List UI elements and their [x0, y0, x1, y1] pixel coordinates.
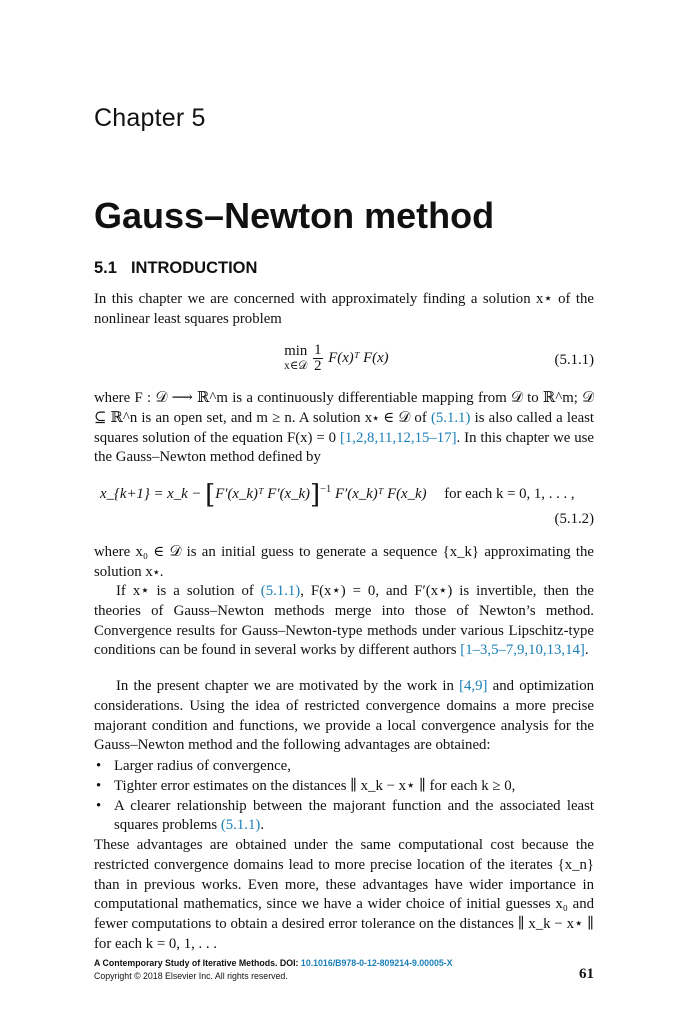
citation-link[interactable]: [4,9] [459, 678, 488, 694]
left-bracket: [ [205, 479, 216, 510]
gradient-term: F′(x_k)ᵀ F(x_k) [335, 485, 427, 502]
list-item [94, 757, 594, 777]
fraction-denominator: 2 [314, 358, 322, 374]
iteration-condition: for each k = 0, 1, . . . , [444, 485, 575, 502]
equation-link[interactable]: (5.1.1) [260, 583, 301, 599]
bullet-text: Tighter error estimates on the distances ∥ x_k − x⋆ ∥ for each k ≥ 0, [114, 777, 516, 794]
right-bracket: ] [309, 479, 321, 510]
footer-copyright: Copyright © 2018 Elsevier Inc. All rights reserved. [94, 971, 288, 981]
paragraph-solution-text-2: , F(x⋆) = 0, and F′(x⋆) is invertible, then the theories of Gauss–Newton methods merge into those of Newton’s method. Convergence results for Gauss–Newton-type methods under various Lipschitz-type conditions can be found in several works by different authors [94, 583, 594, 659]
min-text: min [284, 342, 308, 359]
paragraph-solution: If x⋆ is a solution of (5.1.1), F(x⋆) = 0, and F′(x⋆) is invertible, then the theories of Gauss–Newton methods merge into those of Newton’s method. Convergence results for Gauss–Newton-type methods under various Lipschitz-type conditions can be found in several works by different authors [1–3,5–7,9,10,13,14]. [94, 583, 594, 659]
min-subscript: x∈𝒟 [284, 359, 308, 372]
paragraph-solution-text-1: If x⋆ is a solution of [116, 583, 254, 599]
paragraph-definitions-text-1: where F : 𝒟 ⟶ ℝ^m is a continuously differentiable mapping from 𝒟 to ℝ^m; 𝒟 ⊆ ℝ^n is an open set, and m ≥ n. A solution x⋆ ∈ 𝒟 of [94, 390, 594, 426]
equation-5-1-2-body [100, 479, 575, 510]
paragraph-conclusion [94, 836, 594, 955]
equation-number-5-1-2: (5.1.2) [554, 511, 594, 527]
equation-link[interactable]: (5.1.1) [220, 817, 261, 834]
section-number: 5.1 [94, 259, 117, 277]
page-number: 61 [579, 966, 594, 982]
equation-number-5-1-1: (5.1.1) [554, 352, 594, 368]
equation-5-1-2 [94, 480, 594, 530]
paragraph-conclusion-text: These advantages are obtained under the same computational cost because the restricted convergence domains lead to more precise location of the iterates {x_n} than in previous works. Even more, these advantages have wider importance in computational mathematics, since we have a wider choice of initial guesses x₀ and fewer computations to obtain a desired error tolerance on the distances ∥ x_k − x⋆ ∥ for each k = 0, 1, . . . [94, 837, 594, 952]
list-item: • A clearer relationship between the majorant function and the associated least squares problems (5.1.1). [94, 797, 594, 837]
chapter-label: Chapter 5 [94, 104, 206, 132]
section-heading [94, 259, 257, 278]
paragraph-intro [94, 290, 594, 330]
iteration-lhs: x_{k+1} = x_k − [100, 485, 202, 502]
paragraph-intro-text: In this chapter we are concerned with approximately finding a solution x⋆ of the nonlinear least squares problem [94, 291, 594, 327]
inverse-exponent: −1 [320, 484, 332, 495]
paragraph-motivation-text-1: In the present chapter we are motivated by the work in [116, 678, 454, 694]
equation-link[interactable]: (5.1.1) [430, 409, 471, 426]
list-item [94, 777, 594, 797]
citation-link[interactable]: [1,2,8,11,12,15–17] [339, 429, 457, 446]
bullet-text: A clearer relationship between the majorant function and the associated least squares problems [114, 797, 594, 834]
equation-5-1-1 [94, 342, 594, 381]
paragraph-motivation-text-2: and optimization considerations. Using the idea of restricted convergence domains a more precise majorant condition and functions, we provide a local convergence analysis for the Gauss–Newton method and the following advantages are obtained: [94, 678, 595, 754]
fraction-numerator: 1 [314, 342, 322, 358]
min-operator [284, 344, 307, 374]
jacobian-product: F′(x_k)ᵀ F′(x_k) [215, 485, 310, 502]
bullet-text: Larger radius of convergence, [114, 758, 291, 774]
paragraph-motivation [94, 677, 594, 756]
chapter-title: Gauss–Newton method [94, 195, 495, 236]
footer-book-title: A Contemporary Study of Iterative Methods. DOI: [94, 958, 299, 968]
doi-link[interactable]: 10.1016/B978-0-12-809214-9.00005-X [300, 958, 453, 968]
advantages-list [94, 757, 594, 836]
paragraph-initial-guess-text: where x₀ ∈ 𝒟 is an initial guess to generate a sequence {x_k} approximating the solution x⋆. [94, 544, 594, 580]
footer-citation [94, 957, 453, 970]
objective-expression: F(x)ᵀ F(x) [328, 349, 389, 366]
equation-5-1-1-body [284, 343, 389, 374]
citation-link[interactable]: [1–3,5–7,9,10,13,14] [460, 642, 585, 659]
paragraph-definitions-text-3: . In this chapter we use the Gauss–Newton method defined by [94, 429, 594, 466]
page-footer [94, 957, 453, 983]
paragraph-definitions [94, 389, 594, 468]
paragraph-definitions-text-2: is also called a least squares solution of the equation F(x) = 0 [94, 409, 595, 446]
paragraph-initial-guess [94, 543, 594, 583]
fraction-half [313, 343, 322, 374]
section-title: INTRODUCTION [130, 259, 258, 277]
